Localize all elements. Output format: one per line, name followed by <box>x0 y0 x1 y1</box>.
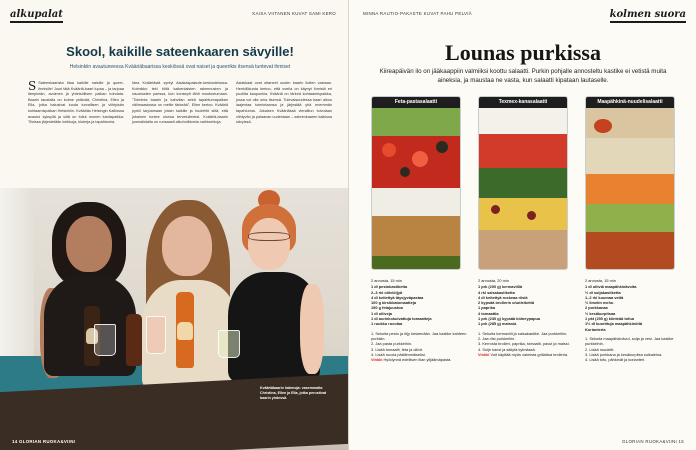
tip-label: Vinkki <box>478 351 490 357</box>
ingredient: 1 pkt (250 g) kiinteää tofua <box>585 316 634 322</box>
recipe-step: 4. Lisää rucola päällimmäiseksi. <box>371 351 426 357</box>
feta-layer <box>372 188 460 216</box>
ingredient: 1 dl oliiveja <box>371 310 392 316</box>
person-1-face <box>66 216 112 272</box>
recipe-steps <box>585 336 681 362</box>
page-folio: 14 GLORIAN RUOKA&VIINI <box>12 439 76 444</box>
ingredient: 4 dl keitettyä täysjyväpastaa <box>371 294 424 300</box>
ingredient: ½ dl soijakastiketta <box>585 289 621 295</box>
ingredient: 100 g kirsikkatomaatteja <box>371 300 416 306</box>
kidney-bean <box>527 211 536 220</box>
recipe-steps <box>371 331 467 357</box>
jar-feta-pasta <box>371 96 461 270</box>
ingredient: ½ kesäkurpitsaa <box>585 310 616 316</box>
page-folio: GLORIAN RUOKA&VIINI 15 <box>622 439 684 444</box>
group-photo <box>0 188 348 450</box>
right-page <box>348 0 696 450</box>
jar-title: Texmex-kanasalaatti <box>479 97 567 108</box>
tomato <box>412 151 428 167</box>
peanut-sauce-layer <box>586 232 674 270</box>
body-column-1 <box>28 81 124 126</box>
recipe-feta-pasta <box>371 278 467 362</box>
section-tag: alkupalat <box>10 9 63 23</box>
article-lede: Helsinkiin avautuneessa Kvääriäbaarissa keskiössä ovat naiset ja queerikis itsensä tuntevat ihmiset <box>69 64 291 70</box>
recipe-step: 3. Kerrosta broileri, paprika, tomaatti, pavut ja maissi. <box>478 341 570 347</box>
article-credits: KAISA VIITANEN KUVAT SAMI KERO <box>252 11 336 16</box>
drinking-glass <box>94 324 116 356</box>
ingredient: 1 prk (230 g) kypsää kidneypapua <box>478 316 541 322</box>
ingredient: 1½ dl kuorittuja maapähkinöitä <box>585 321 643 327</box>
ingredient: ½ limetin mehu <box>585 300 614 306</box>
olive <box>400 167 410 177</box>
ingredient: 2 kypsää broilerin ohutleikettä <box>478 300 535 306</box>
ingredient: 1 dl pestokastiketta <box>371 284 408 290</box>
recipe-step: 2. Jaa pasta purkkeihin. <box>371 341 413 347</box>
rucola-layer <box>372 108 460 136</box>
ingredient: 1 paprika <box>478 305 496 311</box>
ingredient: 1 ruukku rucolaa <box>371 321 403 327</box>
jar-peanut-noodle <box>585 96 675 270</box>
tomato <box>382 143 396 157</box>
body-column-2: Idea Kvääriästä syntyi Asiakaspalaute-keskustelussa. Kolmikko teki töitä kaikenlaisten rakennusten ja sisustusten parissa, kun konsepti lähti muotoutumaan. "Toiminta baarin ja kahvilan sekä tapahtumapaikan välimaastossa on meille tärkeää", Ellen kertoo. Kvääriä pyrkii tarjoamaan jotain kaikille ja huolehtii siitä, että jokainen tuntee olonsa tervetulleeksi. Kvääriä-baarin juomalistalla on runsaasti alkoholittomia vaihtoehtoja. <box>132 81 228 125</box>
tip-text: Hyödynnä edellisen illan ylijäämäpasta. <box>383 357 452 363</box>
article-credits: MINNA RAUTIO-PAKASTE KUVAT PAHU PELVIÄ <box>363 11 472 16</box>
article-title: Lounas purkissa <box>445 40 601 65</box>
recipe-serves: 2 annosta, 20 min <box>478 278 509 283</box>
recipe-peanut-noodle <box>585 278 681 362</box>
drop-cap: S <box>28 79 37 93</box>
cocktail-glass <box>218 330 240 358</box>
recipe-step: 4. Lisää tofu, pähkinät ja korianteri. <box>585 357 646 363</box>
tip-label: Vinkki <box>371 357 383 363</box>
ingredient: 150 g fetajuustoa <box>371 305 403 311</box>
chicken-layer <box>479 230 567 270</box>
jar-texmex-chicken <box>478 96 568 270</box>
ingredient: Korianteria <box>585 326 606 332</box>
recipe-step: 4. Sulje kansi ja säilytä kylmässä. <box>478 346 536 352</box>
recipe-step: 1. Sekoita pesto ja öljy keskenään. Jaa kastike kahteen purkkiin. <box>371 330 467 341</box>
ingredient: 1–2 rkl kuumaa vettä <box>585 294 624 300</box>
ingredient: 4 rkl salsakastiketta <box>478 289 515 295</box>
salsa-layer <box>479 134 567 168</box>
glasses <box>248 232 290 241</box>
recipe-step: 2. Jaa riisi purkkeihin. <box>478 335 516 341</box>
jar-title: Maapähkinä-nuudelisalaatti <box>586 97 674 108</box>
bottle <box>126 314 142 366</box>
person-2-face <box>162 216 212 276</box>
recipe-steps <box>478 331 574 352</box>
noodle-layer <box>586 138 674 174</box>
recipe-serves: 2 annosta, 15 min <box>371 278 402 283</box>
ingredient: 4 dl keitettyä ruskeaa riisiä <box>478 294 528 300</box>
recipe-step: 3. Lisää porkkana ja kesäkurpitsa suikaleina. <box>585 351 663 357</box>
article-lede: Kiireapäivän ilo on jääkaappiin valmiiksi koottu salaatti. Purkin pohjalle annosteltu kastike ei vetistä muita aineksia, ja maustaa ne vasta, kun salaatti kipataan lautaselle. <box>379 68 667 84</box>
ingredient: 2 porkkanaa <box>585 305 608 311</box>
pepper-layer <box>479 168 567 198</box>
article-title: Skool, kaikille sateenkaaren sävyille! <box>66 44 294 59</box>
ingredient: 1 dl aurinkokuivattuja tomaatteja <box>371 316 432 322</box>
pasta-layer <box>372 216 460 256</box>
body-column-3: Asiakkaat ovat ottaneet uuden baarin iloiten vastaan. Henkilökunta kertoo, että ovella on käynyt ihmisiä eri puolilta kaupunkia. Kvääriä on tärkeä kohtaamispaikka, jossa voi olla oma itsensä. Tulevaisuudessa baari aikoo laajentaa toimintaansa ja järjestää yhä enemmän tapahtumia. Jokaisen Kvääriässä vieraillun toivotaan viihtyvän ja palaavan uudestaan – sateenkaaren kaikissa sävyissä. <box>236 81 332 125</box>
recipe-step: 2. Lisää nuudelit. <box>585 346 615 352</box>
person-3-face <box>248 218 290 270</box>
sauce-bowl <box>594 119 612 133</box>
corn-layer <box>479 198 567 230</box>
window-light <box>0 188 34 378</box>
ingredient: 1 prk (200 g) kermaviiliä <box>478 284 523 290</box>
sour-cream-layer <box>479 108 567 134</box>
ingredient: 1 dl oliiviä maapähkinävoita <box>585 284 637 290</box>
section-tag: kolmen suora <box>610 9 686 23</box>
olive <box>436 141 448 153</box>
bottle-label <box>177 322 193 340</box>
ingredient: 1 prk (285 g) maissia <box>478 321 517 327</box>
pesto-layer <box>372 256 460 270</box>
zucchini-layer <box>586 204 674 232</box>
recipe-step: 1. Sekoita kermaviili ja salsakastike. Jaa purkkeihin. <box>478 330 568 336</box>
ingredient: 2–3 rkl oliiviöljyä <box>371 289 403 295</box>
recipe-step: 1. Sekoita maapähkinävoi, soija ja vesi. Jaa kastike purkkeihin. <box>585 335 674 347</box>
recipe-texmex-chicken <box>478 278 574 357</box>
tip-text: Voit käyttää myös valmista grillattua broileria. <box>490 351 569 357</box>
person-3-arm <box>300 284 324 374</box>
recipe-serves: 2 annosta, 15 min <box>585 278 616 283</box>
kidney-bean <box>491 205 500 214</box>
recipe-step: 3. Lisää tomaatit, feta ja oliivit. <box>371 346 424 352</box>
carrot-layer <box>586 174 674 204</box>
photo-caption: Kvääriäbaarin hahmoja: vasemmalta Christina, Ellen ja Ella, jotka perustivat baarin yhdessä. <box>260 386 327 400</box>
ingredient: 4 tomaattia <box>478 310 499 316</box>
body-text-1: Sateenkaarista tilaa kaikille naisille ja queer-ihmisille! Juuri tätä Kvääriä-baari lupaa – ja tarjoaa lämpimän, avoimen ja yhteisöllisen paikan kohdata. Baarin taustalla on kolme ystävää, Christina, Ellen ja Ella, jotka halusivat luoda turvallisen ja viihtyisän kohtaamispaikan Helsinkiin. Kvääriäs Helsingin Kalliossa avautui syksyllä ja siitä on tullut monen kantapaikka. Tiloissa järjestetään keikkoja, klubeja ja tapahtumia. <box>28 81 124 125</box>
jar-title: Feta-pastasalaatti <box>372 97 460 108</box>
wine-glass <box>146 316 166 354</box>
